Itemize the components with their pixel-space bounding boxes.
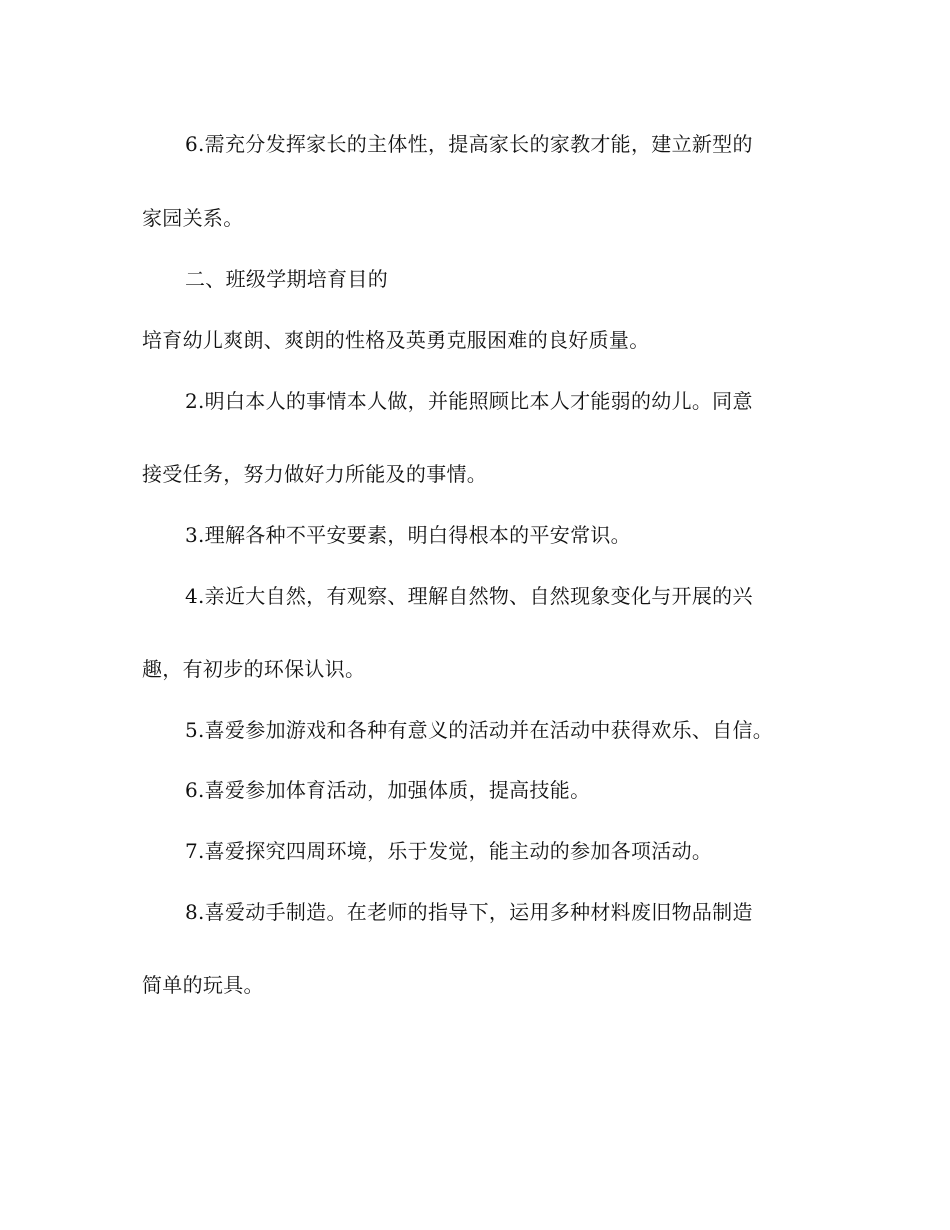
paragraph-line: 4.亲近大自然，有观察、理解自然物、自然现象变化与开展的兴 [185,584,753,608]
paragraph-line: 家园关系。 [142,206,244,230]
paragraph-line: 5.喜爱参加游戏和各种有意义的活动并在活动中获得欢乐、自信。 [185,718,774,742]
paragraph-line: 培育幼儿爽朗、爽朗的性格及英勇克服困难的良好质量。 [142,328,650,352]
paragraph-line: 2.明白本人的事情本人做，并能照顾比本人才能弱的幼儿。同意 [185,389,753,413]
paragraph-line: 7.喜爱探究四周环境，乐于发觉，能主动的参加各项活动。 [185,839,713,863]
paragraph-line: 接受任务，努力做好力所能及的事情。 [142,462,488,486]
paragraph-line: 趣，有初步的环保认识。 [142,657,366,681]
paragraph-line: 6.需充分发挥家长的主体性，提高家长的家教才能，建立新型的 [185,132,753,156]
paragraph-line: 3.理解各种不平安要素，明白得根本的平安常识。 [185,523,631,547]
section-heading: 二、班级学期培育目的 [185,267,388,291]
paragraph-line: 6.喜爱参加体育活动，加强体质，提高技能。 [185,778,591,802]
paragraph-line: 8.喜爱动手制造。在老师的指导下，运用多种材料废旧物品制造 [185,900,753,924]
paragraph-line: 简单的玩具。 [142,973,264,997]
